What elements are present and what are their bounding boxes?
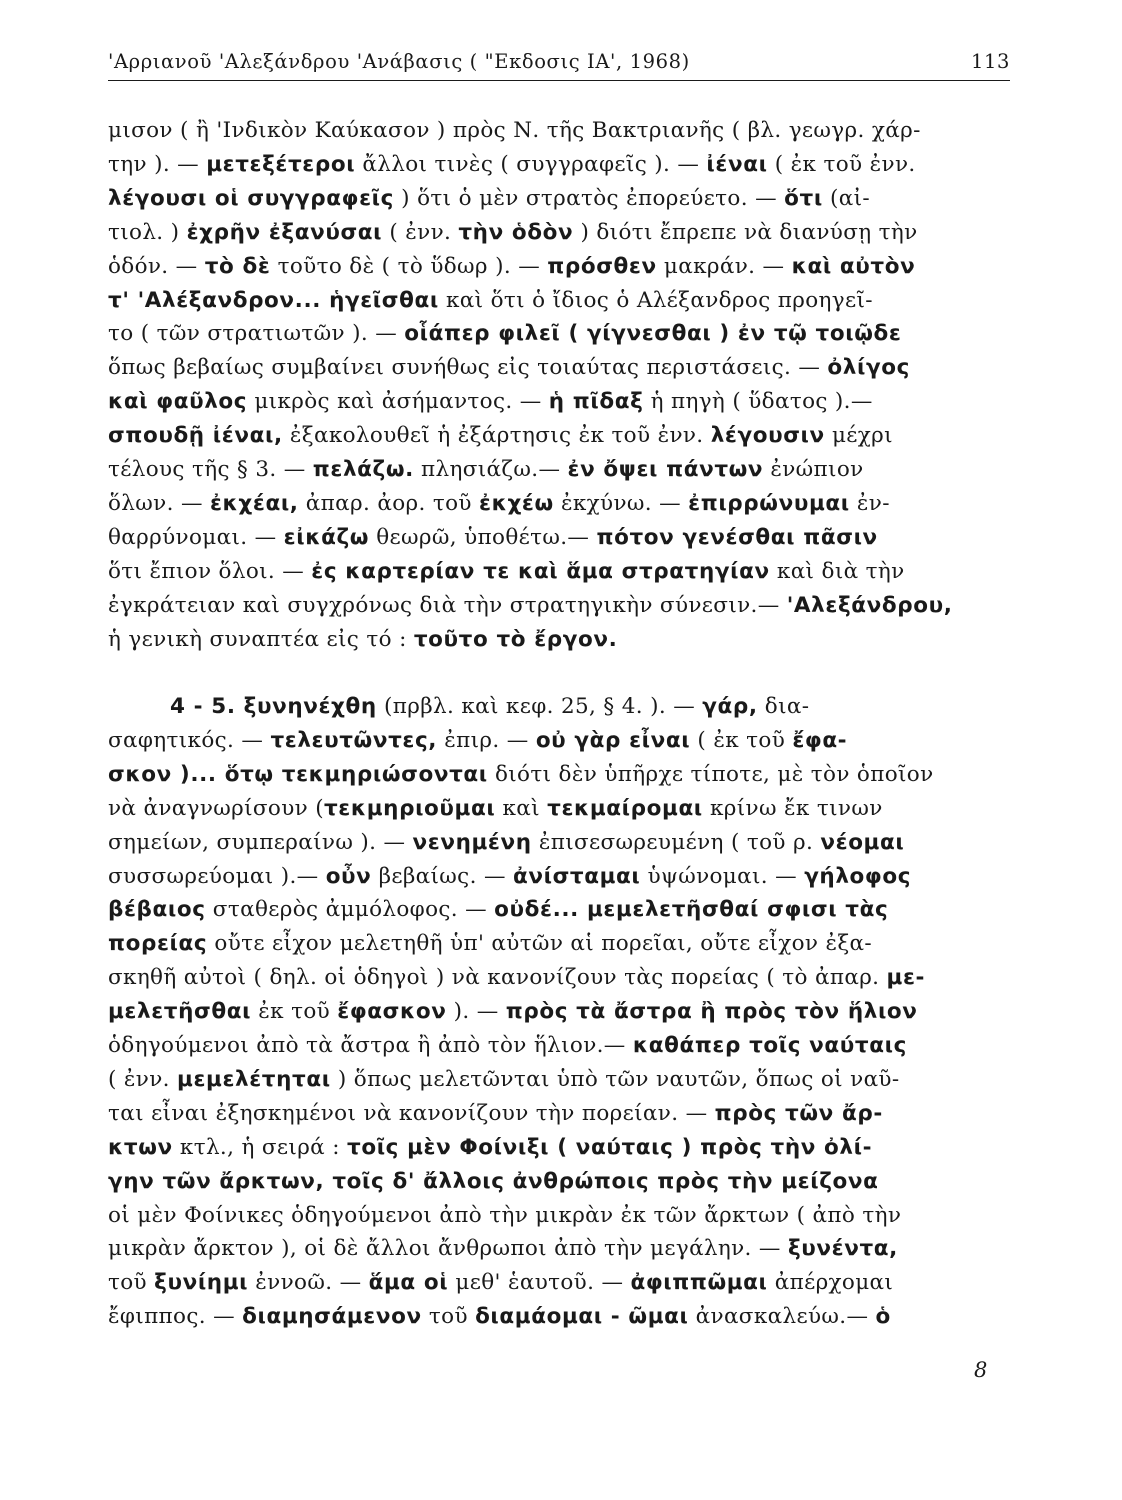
text-line [108, 792, 1008, 826]
lemma-bold: μεμελέτηται [177, 1066, 331, 1092]
lemma-bold: ἐπιρρώνυμαι [688, 490, 850, 516]
lemma-bold: βέβαιος [108, 897, 206, 923]
running-header [108, 44, 1016, 78]
lemma-bold: εἰκάζω [283, 524, 370, 550]
lemma-bold: τὸ δὲ [204, 253, 271, 279]
text-line [170, 690, 1008, 724]
lemma-bold: τ' 'Αλέξανδρον... ἡγεῖσθαι [108, 287, 439, 313]
text-line [108, 826, 1008, 860]
lemma-bold: ἀνίσταμαι [512, 863, 641, 889]
text-line [108, 1097, 1008, 1131]
lemma-bold: τεκμηριοῦμαι [323, 795, 496, 821]
lemma-bold: ξυνίημι [154, 1270, 249, 1296]
lemma-bold: ἀφιππῶμαι [630, 1270, 768, 1296]
lemma-bold: 'Αλεξάνδρου, [786, 592, 953, 618]
lemma-bold: τεκμαίρομαι [547, 795, 703, 821]
gloss-text: ἔφιππος. — [108, 1304, 243, 1330]
gloss-text: πλησιάζω.— [413, 457, 568, 482]
gloss-text: ἐξακολουθεῖ ἡ ἐξάρτησις ἐκ τοῦ ἐνν. [282, 423, 711, 449]
gloss-text: καὶ διὰ τὴν [769, 558, 905, 584]
gloss-text: σημείων, συμπεραίνω ). — [108, 829, 413, 855]
gloss-text: σταθερὸς ἀμμόλοφος. — [205, 897, 495, 923]
text-line [108, 1063, 1008, 1097]
gloss-text: μέχρι [824, 423, 893, 449]
text-line [108, 351, 1008, 385]
gloss-text: συσσωρεύομαι ).— [108, 863, 326, 889]
gloss-text: ) ὅτι ὁ μὲν στρατὸς ἐπορεύετο. — [393, 185, 785, 211]
gloss-text: οἱ μὲν Φοίνικες ὁδηγούμενοι ἀπὸ τὴν μικρὰν ἐκ τῶν ἄρκτων ( ἀπὸ τὴν [108, 1202, 902, 1228]
lemma-bold: 4 - 5. ξυνηνέχθη [170, 694, 377, 719]
text-line [108, 555, 1008, 589]
gloss-text: ἡ γενικὴ συναπτέα εἰς τό : [108, 626, 414, 652]
text-line [108, 1199, 1008, 1233]
text-line [108, 995, 1008, 1029]
text-line [108, 487, 1008, 521]
gloss-text: ἐν- [849, 490, 890, 516]
gloss-text: ὁδηγούμενοι ἀπὸ τὰ ἄστρα ἢ ἀπὸ τὸν ἥλιον.— [108, 1033, 633, 1058]
lemma-bold: πότον γενέσθαι πᾶσιν [596, 524, 878, 550]
lemma-bold: ὁ [875, 1304, 891, 1330]
lemma-bold: νέομαι [820, 829, 905, 855]
text-line [108, 961, 1008, 995]
gloss-text: τοῦ [421, 1304, 476, 1330]
gloss-text: ἀπέρχομαι [767, 1270, 894, 1296]
gloss-text: μικρὸς καὶ ἀσήμαντος. — [247, 389, 549, 415]
gloss-text: μακράν. — [656, 253, 792, 279]
text-line [108, 860, 1008, 894]
signature-mark: 8 [974, 1358, 988, 1382]
text-line [108, 453, 1008, 487]
text-line [108, 623, 1008, 657]
lemma-bold: ξυνέντα, [787, 1236, 898, 1262]
lemma-bold: καὶ αὐτὸν [791, 253, 916, 279]
text-line [108, 758, 1008, 792]
lemma-bold: κτων [108, 1134, 173, 1160]
gloss-text: ἐπιρ. — [437, 727, 536, 753]
gloss-text: σκηθῆ αὐτοὶ ( δηλ. οἱ ὁδηγοὶ ) νὰ κανονίζουν τὰς πορείας ( τὸ ἀπαρ. [108, 965, 887, 991]
text-line [108, 148, 1008, 182]
gloss-text: ) ὅπως μελετῶνται ὑπὸ τῶν ναυτῶν, ὅπως οἱ ναῦ- [330, 1066, 900, 1092]
gloss-text: ) διότι ἔπρεπε νὰ διανύσῃ τὴν [573, 219, 918, 245]
lemma-bold: ἅμα οἱ [368, 1270, 449, 1296]
gloss-text: (πρβλ. καὶ κεφ. 25, § 4. ). — [376, 694, 703, 719]
lemma-bold: νενημένη [412, 829, 532, 855]
lemma-bold: ὅτι [784, 185, 823, 211]
gloss-text: ἐκχύνω. — [553, 490, 689, 516]
gloss-text: ὅπως βεβαίως συμβαίνει συνήθως εἰς τοιαύτας περιστάσεις. — [108, 355, 828, 381]
lemma-bold: ἔφασκον [337, 999, 447, 1025]
lemma-bold: μετεξέτεροι [206, 151, 356, 177]
gloss-text: κρίνω ἔκ τινων [702, 795, 883, 821]
text-line [108, 114, 1008, 148]
gloss-text: μεθ' ἑαυτοῦ. — [448, 1270, 631, 1296]
gloss-text: μισον ( ἢ 'Ινδικὸν Καύκασον ) πρὸς Ν. τῆς Βακτριανῆς ( βλ. γεωγρ. χάρ- [108, 118, 921, 143]
text-line [108, 1165, 1008, 1199]
lemma-bold: γήλοφος [804, 863, 912, 889]
gloss-text: σαφητικός. — [108, 727, 271, 753]
text-line [108, 927, 1008, 961]
gloss-text: βεβαίως. — [371, 863, 513, 889]
gloss-text: ( ἐνν. [108, 1066, 178, 1092]
gloss-text: τέλους τῆς § 3. — [108, 457, 313, 482]
gloss-text: ἐκ τοῦ [251, 999, 338, 1025]
lemma-bold: γην τῶν ἄρκτων, τοῖς δ' ἄλλοις ἀνθρώποις πρὸς τὴν μείζονα [108, 1168, 879, 1194]
text-line [108, 1266, 1008, 1300]
gloss-text: ὅλων. — [108, 490, 210, 516]
text-line [108, 216, 1008, 250]
gloss-text: τιολ. ) [108, 219, 187, 245]
gloss-text: ( ἐκ τοῦ ἐνν. [767, 151, 916, 177]
lemma-bold: με- [886, 965, 926, 991]
text-line [108, 1232, 1008, 1266]
text-line [108, 317, 1008, 351]
gloss-text: ὑψώνομαι. — [640, 863, 805, 889]
lemma-bold: γάρ, [702, 694, 758, 719]
gloss-text: την ). — [108, 151, 207, 177]
text-line [108, 284, 1008, 318]
gloss-text: δια- [757, 694, 810, 719]
lemma-bold: λέγουσιν [710, 423, 825, 449]
lemma-bold: ἰέναι [706, 151, 768, 177]
gloss-text: ἐγκράτειαν καὶ συγχρόνως διὰ τὴν στρατηγικὴν σύνεσιν.— [108, 592, 787, 618]
text-line [108, 1029, 1008, 1063]
gloss-text: το ( τῶν στρατιωτῶν ). — [108, 321, 405, 347]
lemma-bold: ἐκχέω [479, 490, 554, 516]
gloss-text: ἐπισεσωρευμένη ( τοῦ ρ. [531, 829, 821, 855]
text-line [108, 182, 1008, 216]
text-line [108, 385, 1008, 419]
lemma-bold: καθάπερ τοῖς ναύταις [632, 1033, 907, 1058]
text-line [108, 521, 1008, 555]
lemma-bold: ἡ πῖδαξ [548, 389, 644, 415]
gloss-text: μικρὰν ἄρκτον ), οἱ δὲ ἄλλοι ἄνθρωποι ἀπὸ τὴν μεγάλην. — [108, 1236, 788, 1262]
lemma-bold: τελευτῶντες, [270, 727, 438, 753]
gloss-text: νὰ ἀναγνωρίσουν ( [108, 795, 324, 821]
gloss-text: καὶ ὅτι ὁ ἴδιος ὁ Αλέξανδρος προηγεῖ- [438, 287, 873, 313]
gloss-text: ἐννοῶ. — [248, 1270, 369, 1296]
lemma-bold: ἐκχέαι, [209, 490, 299, 516]
lemma-bold: πρόσθεν [547, 253, 657, 279]
gloss-text: ). — [446, 999, 506, 1025]
lemma-bold: ἔφα- [792, 727, 848, 753]
gloss-text: ἄλλοι τινὲς ( συγγραφεῖς ). — [355, 151, 707, 177]
gloss-text: θαρρύνομαι. — [108, 524, 284, 550]
header-title: 'Αρριανοῦ 'Αλεξάνδρου 'Ανάβασις ( "Εκδοσις ΙΑ', 1968) [108, 50, 690, 73]
lemma-bold: διαμάομαι - ῶμαι [475, 1304, 689, 1330]
gloss-text: τοῦ [108, 1270, 155, 1296]
lemma-bold: οὖν [325, 863, 372, 889]
lemma-bold: πρὸς τὰ ἄστρα ἢ πρὸς τὸν ἥλιον [505, 999, 918, 1025]
text-line [108, 893, 1008, 927]
lemma-bold: ἐν ὄψει πάντων [567, 457, 764, 482]
lemma-bold: ὀλίγος [827, 355, 910, 381]
lemma-bold: πελάζω. [312, 457, 414, 482]
gloss-text: ( ἐνν. [382, 219, 459, 245]
gloss-text: ὅτι ἔπιον ὅλοι. — [108, 558, 312, 584]
gloss-text: ἐνώπιον [763, 457, 864, 482]
header-rule [108, 80, 1010, 81]
lemma-bold: μελετῆσθαι [108, 999, 252, 1025]
lemma-bold: σπουδῇ ἰέναι, [108, 423, 283, 449]
lemma-bold: οὐ γὰρ εἶναι [535, 727, 691, 753]
lemma-bold: πρὸς τῶν ἄρ- [714, 1100, 883, 1126]
gloss-text: ἀνασκαλεύω.— [688, 1304, 876, 1330]
text-line [108, 250, 1008, 284]
lemma-bold: διαμησάμενον [242, 1304, 422, 1330]
text-line [108, 589, 1008, 623]
text-line [108, 1300, 1008, 1334]
text-line [108, 419, 1008, 453]
gloss-text: οὔτε εἶχον μελετηθῆ ὑπ' αὐτῶν αἱ πορεῖαι, οὔτε εἶχον ἐξα- [207, 931, 873, 957]
gloss-text: ἡ πηγὴ ( ὕδατος ).— [643, 389, 873, 415]
gloss-text: (αἰ- [822, 185, 870, 211]
lemma-bold: σκον )... ὅτῳ τεκμηριώσονται [108, 761, 488, 787]
text-line [108, 1131, 1008, 1165]
gloss-text: καὶ [495, 795, 548, 821]
lemma-bold: ἐχρῆν ἐξανύσαι [186, 219, 383, 245]
gloss-text: θεωρῶ, ὑποθέτω.— [369, 524, 597, 550]
gloss-text: τοῦτο δὲ ( τὸ ὕδωρ ). — [270, 253, 548, 279]
lemma-bold: τοῖς μὲν Φοίνιξι ( ναύταις ) πρὸς τὴν ὀλί- [347, 1134, 873, 1160]
lemma-bold: τοῦτο τὸ ἔργον. [413, 626, 618, 652]
page-number: 113 [970, 50, 1010, 73]
lemma-bold: καὶ φαῦλος [108, 389, 248, 415]
lemma-bold: οὐδέ... μεμελετῆσθαί σφισι τὰς [494, 897, 889, 923]
lemma-bold: πορείας [108, 931, 208, 957]
text-line [108, 724, 1008, 758]
lemma-bold: τὴν ὁδὸν [458, 219, 574, 245]
gloss-text: ( ἐκ τοῦ [690, 727, 793, 753]
gloss-text: ὁδόν. — [108, 253, 205, 279]
lemma-bold: λέγουσι οἱ συγγραφεῖς [108, 185, 394, 211]
gloss-text: κτλ., ἡ σειρά : [172, 1134, 348, 1160]
gloss-text: ἀπαρ. ἀορ. τοῦ [298, 490, 480, 516]
lemma-bold: οἷάπερ φιλεῖ ( γίγνεσθαι ) ἐν τῷ τοιῷδε [404, 321, 902, 347]
gloss-text: ται εἶναι ἐξησκημένοι νὰ κανονίζουν τὴν πορείαν. — [108, 1100, 715, 1126]
gloss-text: διότι δὲν ὑπῆρχε τίποτε, μὲ τὸν ὁποῖον [487, 761, 934, 787]
lemma-bold: ἐς καρτερίαν τε καὶ ἅμα στρατηγίαν [311, 558, 770, 584]
